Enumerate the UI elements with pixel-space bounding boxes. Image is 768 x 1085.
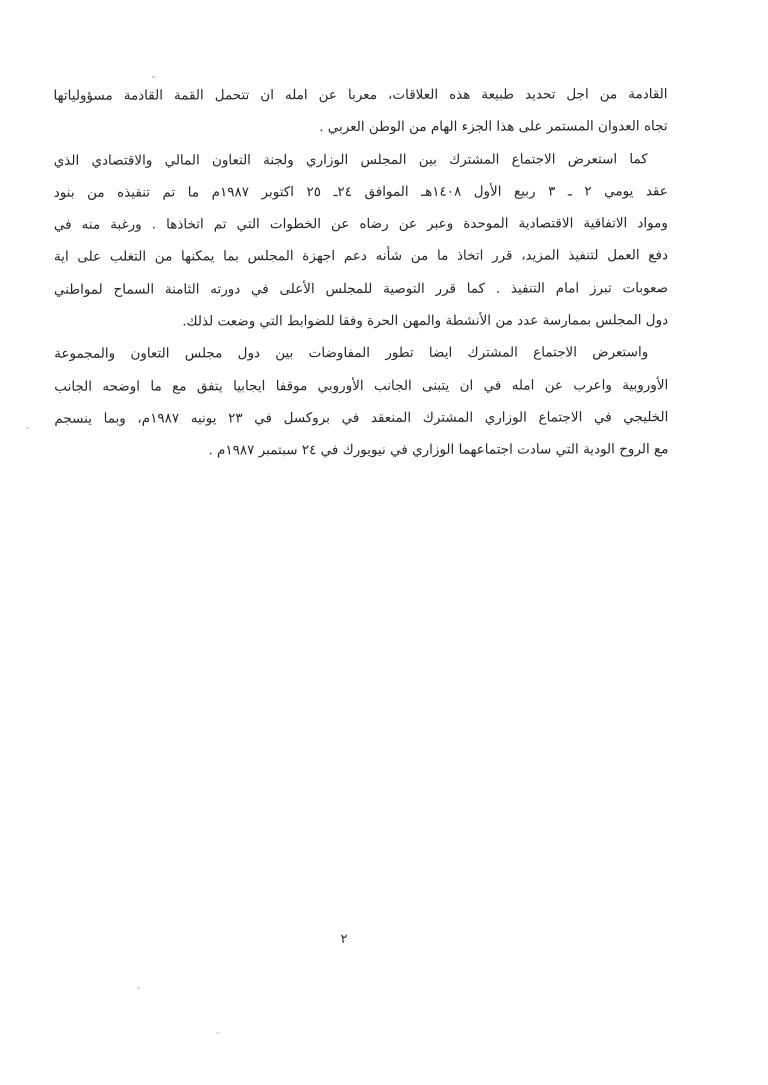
text-line: الخليجي في الاجتماع الوزاري المشترك المنعقد في بروكسل في ٢٣ يونيه ١٩٨٧م، وبما ينسجم xyxy=(54,409,669,427)
text-line: دفع العمل لتنفيذ المزيد، قرر اتخاذ ما من شأنه دعم اجهزة المجلس بما يمكنها من التغلب على اية xyxy=(53,247,668,266)
text-line: تجاه العدوان المستمر على هذا الجزء الهام من الوطن العربي . xyxy=(319,118,668,136)
scan-speck xyxy=(26,427,29,429)
text-line: كما استعرض الاجتماع المشترك بين المجلس الوزاري ولجنة التعاون المالي والاقتصادي الذي xyxy=(53,150,648,169)
document-text-block xyxy=(53,78,668,467)
text-line: صعوبات تبرز امام التنفيذ . كما قرر التوصية للمجلس الأعلى في دورته الثامنة السماح لمواطني xyxy=(54,279,669,298)
text-line: مع الروح الودية التي سادت اجتماعهما الوزاري في نيويورك في ٢٤ سبتمبر ١٩٨٧م . xyxy=(208,441,669,459)
scan-speck xyxy=(137,987,140,989)
page-number: ٢ xyxy=(340,932,348,947)
scan-speck xyxy=(216,1032,220,1034)
text-line: القادمة من اجل تحديد طبيعة هذه العلاقات، معربا عن امله ان تتحمل القمة القادمة مسؤولياتها xyxy=(53,86,668,104)
text-line: عقد يومي ٢ ـ ٣ ربيع الأول ١٤٠٨هـ الموافق ٢٤ـ ٢٥ اكتوبر ١٩٨٧م ما تم تنفيذه من بنود xyxy=(53,183,668,201)
text-line: ومواد الاتفاقية الاقتصادية الموحدة وعبر عن رضاه عن الخطوات التي تم اتخاذها . ورغبة منه في xyxy=(53,215,668,233)
text-line: واستعرض الاجتماع المشترك ايضا تطور المفاوضات بين دول مجلس التعاون والمجموعة xyxy=(54,344,649,363)
text-line: الأوروبية واعرب عن امله في ان يتبنى الجانب الأوروبي موقفا ايجابيا يتفق مع ما اوضحه الجانب xyxy=(54,376,669,395)
text-line: دول المجلس بممارسة عدد من الأنشطة والمهن الحرة وفقا للضوابط التي وضعت لذلك. xyxy=(182,312,669,330)
scan-speck xyxy=(152,76,155,78)
